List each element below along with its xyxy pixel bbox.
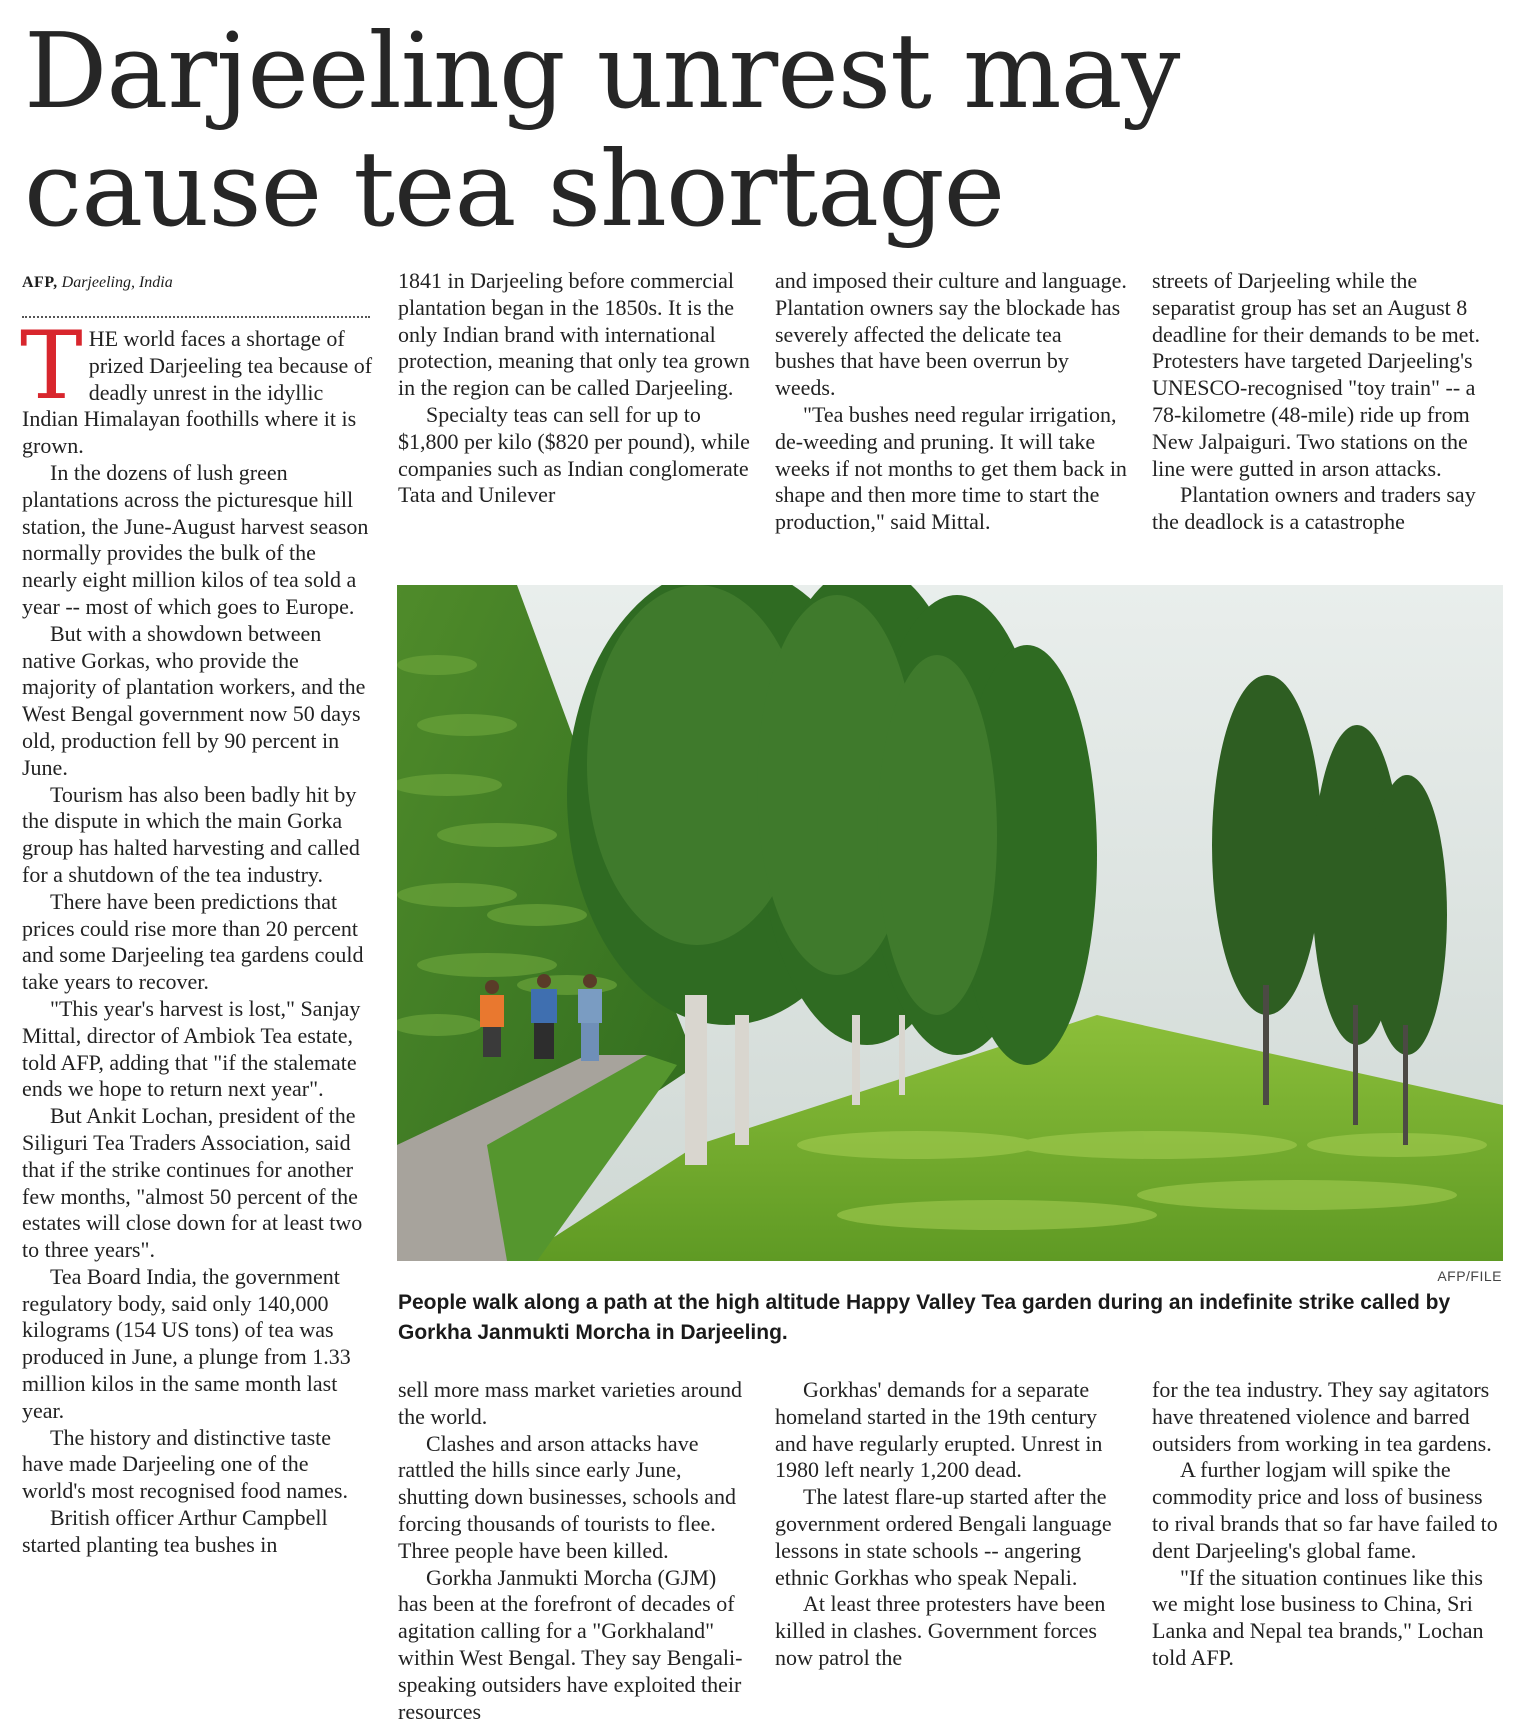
paragraph: sell more mass market varieties around the world. [398,1377,742,1429]
photo-credit: AFP/FILE [1437,1268,1502,1284]
tea-garden-illustration [397,585,1503,1261]
paragraph: for the tea industry. They say agitators have threatened violence and barred outsiders from working in tea gardens. [1152,1377,1492,1456]
paragraph: 1841 in Darjeeling before commercial plantation began in the 1850s. It is the only Indian brand with international protection, meaning that only tea grown in the region can be called Darjeeling. [398,268,750,401]
paragraph: There have been predictions that prices could rise more than 20 percent and some Darjeeling tea gardens could take years to recover. [22,888,364,995]
paragraph: and imposed their culture and language. Plantation owners say the blockade has severely affected the delicate tea bushes that have been overrun by weeds. [775,268,1127,401]
lead-paragraph [20,312,374,460]
headline-line-1: Darjeeling unrest may [24,10,1180,132]
paragraph: streets of Darjeeling while the separatist group has set an August 8 deadline for their demands to be met. Protesters have targeted Darjeeling's UNESCO-recognised "toy train" -- a 78-kilometre (48-mile) ride up from New Jalpaiguri. Two stations on the line were gutted in arson attacks. [1152,268,1481,481]
paragraph: The latest flare-up started after the government ordered Bengali language lessons in state schools -- angering ethnic Gorkhas who speak Nepali. [775,1484,1112,1590]
paragraph: "If the situation continues like this we might lose business to China, Sri Lanka and Nepal tea brands," Lochan told AFP. [1152,1564,1484,1670]
drop-cap: T [20,312,83,421]
paragraph: "This year's harvest is lost," Sanjay Mittal, director of Ambiok Tea estate, told AFP, adding that "if the stalemate ends we hope to return next year". [22,995,361,1102]
paragraph: Tea Board India, the government regulatory body, said only 140,000 kilograms (154 US tons) of tea was produced in June, a plunge from 1.33 million kilos in the same month last year. [22,1263,351,1423]
paragraph: Gorkha Janmukti Morcha (GJM) has been at the forefront of decades of agitation calling for a "Gorkhaland" within West Bengal. They say Bengali-speaking outsiders have exploited their resources [398,1564,743,1724]
paragraph: Gorkhas' demands for a separate homeland started in the 19th century and have regularly erupted. Unrest in 1980 left nearly 1,200 dead. [775,1377,1103,1483]
paragraph: But with a showdown between native Gorkas, who provide the majority of plantation workers, and the West Bengal government now 50 days old, production fell by 90 percent in June. [22,620,366,780]
article-column-2-top [398,268,750,509]
article-column-4-top [1152,268,1504,536]
article-column-1 [20,312,374,1559]
article-column-2-bottom [398,1377,750,1725]
paragraph: "Tea bushes need regular irrigation, de-weeding and pruning. It will take weeks if not months to get them back in shape and then more time to start the production," said Mittal. [775,401,1127,535]
paragraph: A further logjam will spike the commodity price and loss of business to rival brands that so far have failed to dent Darjeeling's global fame. [1152,1457,1498,1563]
byline-place: Darjeeling, India [61,274,173,291]
photo-caption: People walk along a path at the high altitude Happy Valley Tea garden during an indefinite strike called by Gorkha Janmukti Morcha in Darjeeling. [398,1291,1451,1344]
article-column-3-top [775,268,1127,536]
byline-agency: AFP, [22,274,58,291]
byline [22,273,372,293]
headline [24,12,1324,248]
headline-line-2: cause tea shortage [24,128,1005,250]
paragraph: Tourism has also been badly hit by the dispute in which the main Gorka group has halted harvesting and called for a shutdown of the tea industry. [22,781,360,887]
paragraph: Plantation owners and traders say the deadlock is a catastrophe [1152,482,1476,535]
article-column-3-bottom [775,1377,1127,1672]
paragraph: In the dozens of lush green plantations across the picturesque hill station, the June-August harvest season normally provides the bulk of the nearly eight million kilos of tea sold a year -- most of which goes to Europe. [22,459,369,619]
article-column-4-bottom [1152,1377,1504,1672]
paragraph: Clashes and arson attacks have rattled the hills since early June, shutting down businesses, schools and forcing thousands of tourists to flee. Three people have been killed. [398,1430,736,1563]
paragraph: But Ankit Lochan, president of the Siliguri Tea Traders Association, said that if the strike continues for another few months, "almost 50 percent of the estates will close down for at least two to three years". [22,1103,363,1263]
paragraph: British officer Arthur Campbell started planting tea bushes in [22,1505,328,1557]
paragraph: Specialty teas can sell for up to $1,800 per kilo ($820 per pound), while companies such as Indian conglomerate Tata and Unilever [398,401,750,508]
tea-garden-photo [397,585,1503,1261]
lead-text: HE world faces a shortage of prized Darjeeling tea because of deadly unrest in the idyllic Indian Himalayan foothills where it is grown. [22,326,373,459]
paragraph: At least three protesters have been killed in clashes. Government forces now patrol the [775,1591,1106,1670]
paragraph: The history and distinctive taste have made Darjeeling one of the world's most recognised food names. [22,1424,348,1504]
